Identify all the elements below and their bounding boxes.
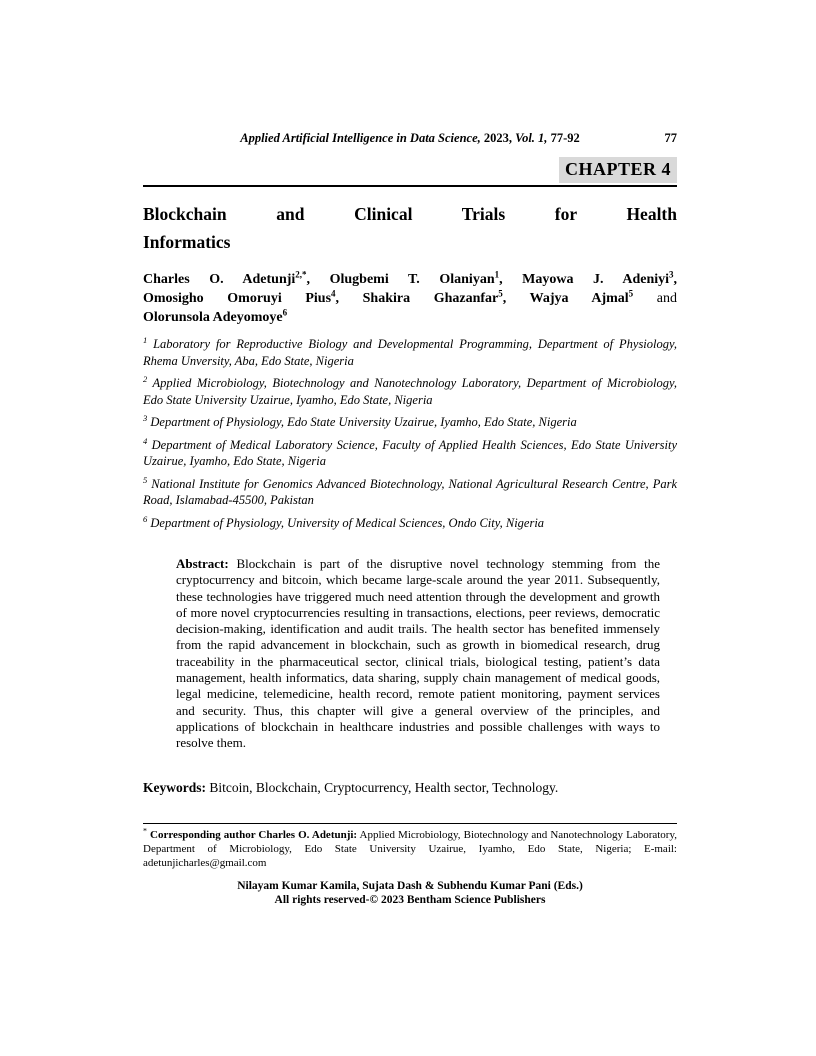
author-name: Olorunsola Adeyomoye	[143, 310, 283, 325]
chapter-badge: CHAPTER 4	[559, 157, 677, 183]
author-name: Mayowa J. Adeniyi	[522, 272, 670, 287]
corresponding-author-footnote	[143, 825, 678, 870]
affiliation-item-6	[143, 515, 677, 532]
copyright-line: All rights reserved-© 2023 Bentham Science Publishers	[274, 894, 546, 907]
author-superscript: 4	[331, 288, 336, 299]
author-conjunction: and	[633, 291, 677, 306]
author-separator: ,	[335, 291, 363, 306]
author-name: Shakira Ghazanfar	[362, 291, 499, 306]
author-name: Olugbemi T. Olaniyan	[329, 272, 495, 287]
abstract-label: Abstract:	[176, 556, 229, 571]
affiliation-superscript: 6	[143, 513, 148, 524]
author-separator: ,	[673, 272, 678, 287]
book-footer	[143, 879, 677, 908]
page-content	[143, 0, 677, 908]
chapter-row	[143, 157, 677, 183]
title-line-2: Informatics	[143, 232, 231, 252]
author-superscript: 3	[669, 269, 674, 280]
affiliation-superscript: 3	[143, 412, 148, 423]
keywords-label: Keywords:	[143, 779, 206, 795]
affiliation-text: Department of Physiology, University of Medical Sciences, Ondo City, Nigeria	[147, 515, 545, 530]
journal-volume: Vol. 1,	[515, 131, 551, 145]
abstract-section	[176, 556, 660, 752]
affiliation-text: Applied Microbiology, Biotechnology and Nanotechnology Laboratory, Department of Microbiology, Edo State University Uzairue, Iyamho, Edo State, Nigeria	[143, 376, 677, 407]
journal-reference	[240, 131, 579, 145]
keywords-text: Bitcoin, Blockchain, Cryptocurrency, Health sector, Technology.	[206, 779, 559, 795]
author-superscript: 2,*	[295, 269, 307, 280]
abstract-text: Blockchain is part of the disruptive novel technology stemming from the cryptocurrency and bitcoin, which became large-scale around the year 2011. Subsequently, these technologies have triggered much need attention through the development and growth of more novel cryptocurrencies resulting in transactions, elections, peer reviews, democratic decision-making, identification and audit trails. The health sector has benefited immensely from the rapid advancement in blockchain, such as growth in biomedical research, drug traceability in the pharmaceutical sector, clinical trials, biological testing, patient’s data management, health informatics, data sharing, supply chain management of medical goods, legal medicine, telemedicine, health record, remote patient monitoring, payment services and security. Thus, this chapter will give a general overview of the principles, and applications of blockchain in healthcare industries and possible challenges with ways to resolve them.	[176, 556, 660, 751]
authors-line-2	[143, 289, 677, 308]
author-superscript: 5	[628, 288, 634, 299]
author-separator: ,	[502, 291, 530, 306]
author-name: Wajya Ajmal	[529, 291, 629, 306]
affiliation-superscript: 1	[143, 334, 148, 345]
author-superscript: 5	[498, 288, 503, 299]
author-name: Charles O. Adetunji	[143, 272, 296, 287]
editors-line: Nilayam Kumar Kamila, Sujata Dash & Subhendu Kumar Pani (Eds.)	[237, 879, 583, 892]
footnote-text: Applied Microbiology, Biotechnology and Nanotechnology Laboratory, Department of Microbiology, Edo State University Uzairue, Iyamho, Edo State, Nigeria; E-mail: adetunjicharles@gmail.com	[143, 828, 678, 869]
journal-name: Applied Artificial Intelligence in Data Science,	[240, 131, 484, 145]
affiliation-superscript: 4	[143, 435, 148, 446]
affiliation-item-4	[143, 437, 677, 470]
authors-line-1	[143, 270, 677, 289]
chapter-title	[143, 200, 677, 256]
author-separator: ,	[306, 272, 330, 287]
author-name: Omosigho Omoruyi Pius	[143, 291, 332, 306]
journal-pages: 77-92	[550, 131, 580, 145]
title-line-1: Blockchain and Clinical Trials for Health	[143, 204, 677, 224]
affiliation-superscript: 2	[143, 373, 148, 384]
affiliation-superscript: 5	[143, 474, 148, 485]
affiliation-item-2	[143, 375, 677, 408]
page-number: 77	[664, 131, 677, 145]
author-superscript: 1	[494, 269, 500, 280]
author-list	[143, 270, 677, 327]
footnote-author-label: Corresponding author Charles O. Adetunji:	[147, 828, 358, 841]
author-superscript: 6	[282, 307, 288, 318]
journal-year: 2023,	[483, 131, 516, 145]
keywords-line	[143, 780, 677, 796]
affiliation-list	[143, 336, 677, 531]
affiliation-text: Department of Physiology, Edo State University Uzairue, Iyamho, Edo State, Nigeria	[147, 415, 577, 429]
affiliation-text: National Institute for Genomics Advanced Biotechnology, National Agricultural Research Centre, Park Road, Islamabad-45500, Pakistan	[143, 476, 677, 507]
affiliation-text: Laboratory for Reproductive Biology and Developmental Programming, Department of Physiology, Rhema Unversity, Aba, Edo State, Nigeria	[143, 337, 677, 368]
header-rule	[143, 185, 677, 187]
authors-line-3	[143, 308, 677, 327]
footnote-rule	[143, 823, 677, 824]
footnote-marker: *	[143, 825, 147, 835]
affiliation-item-3	[143, 414, 677, 431]
affiliation-text: Department of Medical Laboratory Science, Faculty of Applied Health Sciences, Edo State University Uzairue, Iyamho, Edo State, Nigeria	[143, 437, 677, 468]
affiliation-item-1	[143, 336, 677, 369]
author-separator: ,	[499, 272, 523, 287]
affiliation-item-5	[143, 476, 677, 509]
running-head	[143, 131, 677, 147]
